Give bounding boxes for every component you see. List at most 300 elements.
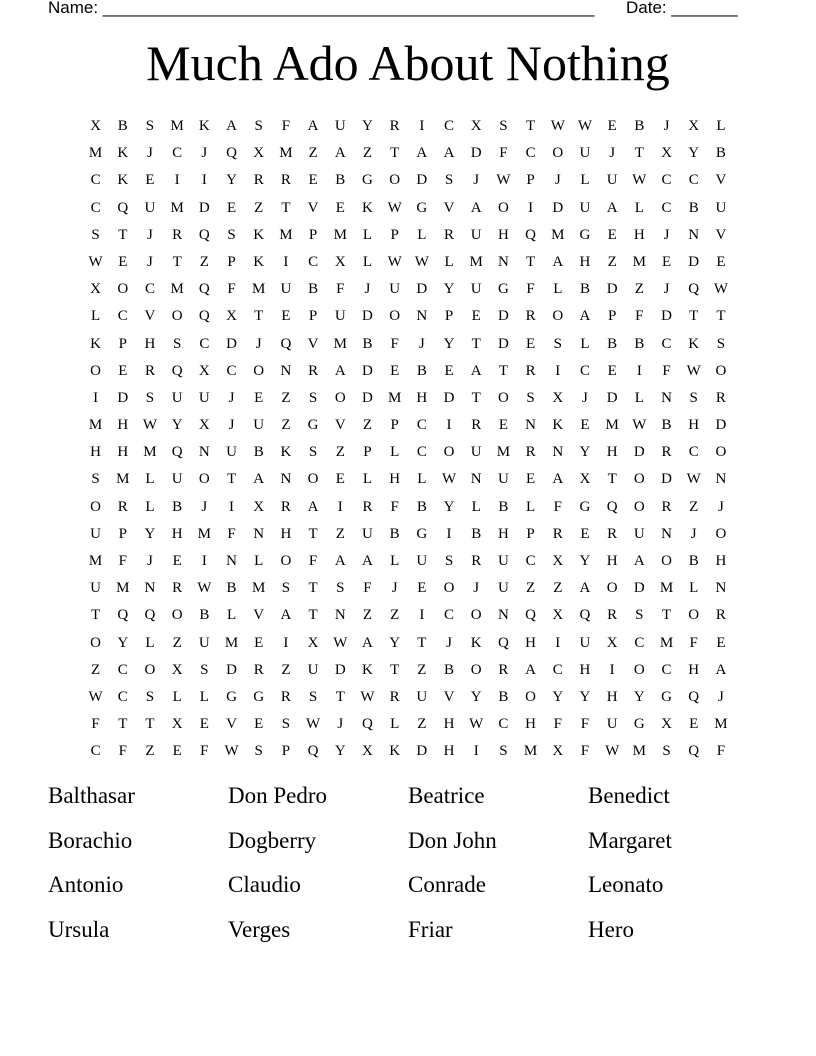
grid-letter[interactable]: O	[497, 199, 509, 216]
grid-letter[interactable]: T	[417, 634, 427, 651]
grid-letter[interactable]: I	[446, 417, 452, 434]
grid-letter[interactable]: C	[552, 661, 563, 678]
grid-letter[interactable]: A	[552, 253, 564, 270]
grid-letter[interactable]: J	[201, 145, 208, 162]
grid-letter[interactable]: H	[606, 688, 618, 705]
grid-letter[interactable]: C	[416, 417, 427, 434]
grid-letter[interactable]: L	[580, 172, 590, 189]
grid-letter[interactable]: S	[308, 688, 318, 705]
grid-letter[interactable]: Y	[633, 688, 645, 705]
grid-letter[interactable]: X	[253, 145, 265, 162]
grid-letter[interactable]: C	[117, 661, 128, 678]
grid-letter[interactable]: R	[280, 498, 291, 515]
grid-letter[interactable]: A	[280, 607, 292, 624]
grid-letter[interactable]: U	[416, 688, 428, 705]
grid-letter[interactable]: O	[307, 471, 319, 488]
grid-letter[interactable]: C	[90, 172, 101, 189]
grid-letter[interactable]: W	[686, 362, 701, 379]
grid-letter[interactable]: D	[362, 389, 373, 406]
grid-letter[interactable]: H	[525, 716, 537, 733]
grid-letter[interactable]: A	[334, 145, 346, 162]
grid-letter[interactable]: B	[688, 199, 699, 216]
grid-letter[interactable]: L	[417, 471, 427, 488]
grid-letter[interactable]: X	[552, 553, 564, 569]
grid-letter[interactable]: O	[443, 444, 455, 461]
grid-letter[interactable]: Z	[362, 417, 373, 434]
grid-letter[interactable]: W	[605, 743, 620, 760]
grid-letter[interactable]: V	[144, 308, 156, 325]
grid-letter[interactable]: B	[389, 525, 400, 542]
grid-letter[interactable]: C	[117, 308, 128, 325]
grid-letter[interactable]: A	[226, 118, 237, 134]
grid-letter[interactable]: L	[362, 253, 373, 270]
grid-letter[interactable]: Z	[335, 525, 345, 542]
grid-letter[interactable]: T	[471, 335, 481, 352]
grid-letter[interactable]: W	[142, 417, 158, 434]
grid-letter[interactable]: U	[307, 661, 319, 678]
grid-letter[interactable]: C	[525, 553, 536, 569]
grid-letter[interactable]: X	[198, 417, 210, 434]
grid-letter[interactable]: O	[633, 471, 645, 488]
grid-letter[interactable]: A	[470, 199, 482, 216]
grid-letter[interactable]: P	[444, 308, 454, 325]
grid-letter[interactable]: U	[171, 389, 183, 406]
grid-letter[interactable]: K	[198, 118, 210, 134]
grid-letter[interactable]: U	[280, 281, 292, 298]
grid-letter[interactable]: H	[579, 253, 591, 270]
grid-letter[interactable]: X	[334, 253, 346, 270]
grid-letter[interactable]: O	[90, 498, 102, 515]
grid-letter[interactable]: V	[443, 688, 455, 705]
grid-letter[interactable]: O	[171, 308, 183, 325]
grid-letter[interactable]: I	[283, 253, 289, 270]
grid-letter[interactable]: A	[525, 661, 537, 678]
grid-letter[interactable]: U	[579, 634, 591, 651]
grid-letter[interactable]: B	[117, 118, 128, 134]
grid-letter[interactable]: C	[661, 335, 672, 352]
grid-letter[interactable]: N	[280, 471, 292, 488]
grid-letter[interactable]: F	[553, 716, 562, 733]
grid-letter[interactable]: V	[307, 335, 319, 352]
grid-letter[interactable]: B	[688, 553, 699, 569]
grid-letter[interactable]: R	[444, 226, 455, 243]
grid-letter[interactable]: D	[226, 335, 237, 352]
grid-letter[interactable]: L	[634, 199, 644, 216]
grid-letter[interactable]: B	[308, 281, 319, 298]
grid-letter[interactable]: L	[634, 389, 644, 406]
grid-letter[interactable]: M	[333, 335, 347, 352]
grid-letter[interactable]: A	[715, 661, 727, 678]
grid-letter[interactable]: N	[715, 580, 727, 597]
grid-letter[interactable]: X	[90, 281, 102, 298]
grid-letter[interactable]: J	[201, 498, 208, 515]
grid-letter[interactable]: I	[473, 743, 479, 760]
grid-letter[interactable]: I	[174, 172, 180, 189]
grid-letter[interactable]: U	[497, 471, 509, 488]
grid-letter[interactable]: J	[391, 580, 398, 597]
grid-letter[interactable]: S	[716, 335, 726, 352]
grid-letter[interactable]: W	[88, 253, 103, 270]
grid-letter[interactable]: O	[334, 389, 346, 406]
grid-letter[interactable]: D	[362, 362, 373, 379]
grid-letter[interactable]: X	[688, 118, 700, 134]
grid-letter[interactable]: M	[333, 226, 347, 243]
grid-letter[interactable]: Z	[254, 199, 264, 216]
grid-letter[interactable]: R	[498, 661, 509, 678]
grid-letter[interactable]: R	[471, 553, 482, 569]
grid-letter[interactable]: W	[632, 417, 647, 434]
grid-letter[interactable]: C	[90, 199, 101, 216]
grid-letter[interactable]: T	[308, 580, 318, 597]
grid-letter[interactable]: X	[171, 716, 183, 733]
grid-letter[interactable]: L	[553, 281, 563, 298]
grid-letter[interactable]: L	[226, 607, 237, 624]
grid-letter[interactable]: H	[117, 444, 129, 461]
grid-letter[interactable]: D	[715, 417, 727, 434]
grid-letter[interactable]: M	[523, 743, 538, 760]
grid-letter[interactable]: B	[579, 281, 590, 298]
grid-letter[interactable]: F	[227, 281, 236, 298]
grid-letter[interactable]: H	[497, 226, 509, 243]
grid-letter[interactable]: J	[147, 253, 153, 270]
grid-letter[interactable]: W	[686, 471, 701, 488]
grid-letter[interactable]: V	[307, 199, 319, 216]
grid-letter[interactable]: H	[633, 226, 645, 243]
grid-letter[interactable]: V	[443, 199, 455, 216]
grid-letter[interactable]: Q	[362, 716, 373, 733]
grid-letter[interactable]: Y	[443, 498, 455, 515]
grid-letter[interactable]: F	[580, 743, 590, 760]
grid-letter[interactable]: W	[713, 281, 728, 298]
grid-letter[interactable]: U	[606, 716, 618, 733]
grid-letter[interactable]: I	[419, 118, 425, 134]
grid-letter[interactable]: S	[254, 118, 263, 134]
grid-letter[interactable]: U	[416, 553, 428, 569]
grid-letter[interactable]: B	[634, 335, 645, 352]
grid-letter[interactable]: D	[606, 389, 618, 406]
grid-letter[interactable]: W	[88, 688, 103, 705]
grid-letter[interactable]: E	[226, 199, 237, 216]
grid-letter[interactable]: Z	[335, 444, 345, 461]
grid-letter[interactable]: F	[499, 145, 508, 162]
grid-letter[interactable]: E	[580, 417, 590, 434]
grid-letter[interactable]: E	[254, 716, 264, 733]
grid-letter[interactable]: Z	[553, 580, 563, 597]
grid-letter[interactable]: N	[144, 580, 156, 597]
grid-letter[interactable]: E	[526, 471, 536, 488]
grid-letter[interactable]: Q	[688, 743, 700, 760]
grid-letter[interactable]: J	[228, 417, 235, 434]
grid-letter[interactable]: B	[634, 118, 645, 134]
grid-letter[interactable]: E	[308, 172, 318, 189]
grid-letter[interactable]: J	[418, 335, 425, 352]
grid-letter[interactable]: T	[390, 661, 400, 678]
grid-letter[interactable]: B	[498, 498, 509, 515]
grid-letter[interactable]: Y	[443, 281, 455, 298]
grid-letter[interactable]: Z	[308, 145, 318, 162]
grid-letter[interactable]: E	[172, 553, 182, 569]
grid-letter[interactable]: C	[444, 118, 455, 134]
grid-letter[interactable]: F	[390, 335, 399, 352]
grid-letter[interactable]: K	[90, 335, 102, 352]
grid-letter[interactable]: I	[283, 634, 289, 651]
grid-letter[interactable]: D	[606, 281, 618, 298]
grid-letter[interactable]: Z	[281, 661, 291, 678]
grid-letter[interactable]: I	[337, 498, 343, 515]
grid-letter[interactable]: L	[716, 118, 726, 134]
grid-letter[interactable]: R	[607, 607, 618, 624]
grid-letter[interactable]: H	[144, 335, 156, 352]
grid-letter[interactable]: K	[688, 335, 700, 352]
grid-letter[interactable]: X	[606, 634, 618, 651]
grid-letter[interactable]: J	[364, 281, 371, 298]
grid-letter[interactable]: R	[172, 580, 183, 597]
grid-letter[interactable]: F	[526, 281, 535, 298]
grid-letter[interactable]: D	[334, 661, 346, 678]
grid-letter[interactable]: G	[416, 525, 428, 542]
grid-letter[interactable]: S	[689, 389, 698, 406]
grid-letter[interactable]: U	[334, 308, 346, 325]
grid-letter[interactable]: Q	[117, 607, 129, 624]
grid-letter[interactable]: U	[470, 444, 482, 461]
grid-letter[interactable]: P	[308, 308, 318, 325]
grid-letter[interactable]: H	[389, 471, 401, 488]
grid-letter[interactable]: A	[334, 362, 346, 379]
grid-letter[interactable]: R	[715, 389, 726, 406]
grid-letter[interactable]: U	[362, 525, 373, 542]
grid-letter[interactable]: O	[470, 607, 482, 624]
grid-letter[interactable]: W	[632, 172, 647, 189]
grid-letter[interactable]: F	[336, 281, 345, 298]
grid-letter[interactable]: N	[497, 253, 509, 270]
grid-letter[interactable]: U	[226, 444, 237, 461]
grid-letter[interactable]: X	[552, 389, 564, 406]
grid-letter[interactable]: U	[470, 226, 482, 243]
grid-letter[interactable]: O	[117, 281, 129, 298]
grid-letter[interactable]: I	[201, 553, 207, 569]
grid-letter[interactable]: E	[716, 253, 726, 270]
grid-letter[interactable]: N	[688, 226, 700, 243]
grid-letter[interactable]: R	[144, 362, 155, 379]
grid-letter[interactable]: M	[88, 145, 103, 162]
grid-letter[interactable]: T	[526, 253, 536, 270]
grid-letter[interactable]: L	[444, 253, 454, 270]
grid-letter[interactable]: U	[579, 145, 591, 162]
grid-letter[interactable]: J	[663, 281, 670, 298]
grid-letter[interactable]: M	[496, 444, 511, 461]
grid-letter[interactable]: G	[416, 199, 428, 216]
grid-letter[interactable]: O	[715, 525, 727, 542]
grid-letter[interactable]: S	[444, 172, 454, 189]
grid-letter[interactable]: Y	[579, 444, 591, 461]
grid-letter[interactable]: P	[526, 172, 535, 189]
grid-letter[interactable]: O	[470, 661, 482, 678]
grid-letter[interactable]: F	[689, 634, 698, 651]
grid-letter[interactable]: M	[659, 634, 674, 651]
grid-letter[interactable]: B	[335, 172, 346, 189]
grid-letter[interactable]: D	[416, 172, 428, 189]
grid-letter[interactable]: G	[226, 688, 237, 705]
grid-letter[interactable]: F	[200, 743, 209, 760]
grid-letter[interactable]: O	[443, 580, 455, 597]
grid-letter[interactable]: V	[253, 607, 265, 624]
grid-letter[interactable]: S	[281, 716, 291, 733]
grid-letter[interactable]: M	[632, 743, 647, 760]
grid-letter[interactable]: L	[526, 498, 536, 515]
grid-letter[interactable]: M	[469, 253, 483, 270]
grid-letter[interactable]: G	[579, 498, 591, 515]
grid-letter[interactable]: M	[143, 444, 157, 461]
grid-letter[interactable]: M	[116, 580, 130, 597]
grid-letter[interactable]: U	[715, 199, 727, 216]
grid-letter[interactable]: R	[471, 417, 482, 434]
grid-letter[interactable]: E	[118, 253, 128, 270]
grid-letter[interactable]: V	[334, 417, 346, 434]
grid-letter[interactable]: S	[444, 553, 454, 569]
grid-letter[interactable]: T	[254, 308, 264, 325]
grid-letter[interactable]: F	[308, 553, 318, 569]
grid-letter[interactable]: T	[308, 525, 318, 542]
grid-letter[interactable]: D	[633, 580, 645, 597]
grid-letter[interactable]: S	[200, 661, 209, 678]
grid-letter[interactable]: I	[555, 634, 561, 651]
grid-letter[interactable]: X	[661, 716, 672, 733]
grid-letter[interactable]: N	[334, 607, 346, 624]
grid-letter[interactable]: Y	[117, 634, 129, 651]
grid-letter[interactable]: B	[199, 607, 210, 624]
grid-letter[interactable]: F	[553, 498, 562, 515]
grid-letter[interactable]: Q	[198, 308, 210, 325]
grid-letter[interactable]: D	[117, 389, 129, 406]
grid-letter[interactable]: Z	[281, 389, 291, 406]
grid-letter[interactable]: B	[498, 688, 509, 705]
grid-letter[interactable]: J	[147, 226, 153, 243]
grid-letter[interactable]: L	[145, 498, 155, 515]
grid-letter[interactable]: B	[362, 335, 373, 352]
grid-letter[interactable]: M	[279, 226, 293, 243]
grid-letter[interactable]: Q	[280, 335, 292, 352]
grid-letter[interactable]: E	[254, 634, 264, 651]
grid-letter[interactable]: X	[198, 362, 210, 379]
grid-letter[interactable]: J	[717, 498, 724, 515]
grid-letter[interactable]: S	[635, 607, 644, 624]
grid-letter[interactable]: O	[389, 308, 401, 325]
grid-letter[interactable]: Q	[497, 634, 509, 651]
grid-letter[interactable]: S	[227, 226, 236, 243]
grid-letter[interactable]: T	[281, 199, 291, 216]
grid-letter[interactable]: J	[582, 389, 588, 406]
grid-letter[interactable]: L	[172, 688, 182, 705]
grid-letter[interactable]: U	[90, 580, 102, 597]
grid-letter[interactable]: H	[579, 661, 591, 678]
grid-letter[interactable]: H	[280, 525, 292, 542]
grid-letter[interactable]: H	[606, 553, 618, 569]
grid-letter[interactable]: O	[90, 634, 102, 651]
grid-letter[interactable]: R	[525, 308, 536, 325]
grid-letter[interactable]: N	[280, 362, 292, 379]
grid-letter[interactable]: X	[226, 308, 237, 325]
grid-letter[interactable]: J	[446, 634, 452, 651]
grid-letter[interactable]: H	[606, 444, 618, 461]
grid-letter[interactable]: A	[470, 362, 482, 379]
grid-letter[interactable]: H	[525, 634, 537, 651]
grid-letter[interactable]: K	[253, 226, 265, 243]
grid-letter[interactable]: D	[226, 661, 237, 678]
grid-letter[interactable]: O	[661, 553, 672, 569]
grid-letter[interactable]: R	[362, 498, 373, 515]
grid-letter[interactable]: W	[306, 716, 321, 733]
grid-letter[interactable]: F	[227, 525, 236, 542]
grid-letter[interactable]: E	[580, 525, 590, 542]
grid-letter[interactable]: E	[118, 362, 128, 379]
grid-letter[interactable]: G	[307, 417, 319, 434]
grid-letter[interactable]: Q	[226, 145, 237, 162]
grid-letter[interactable]: H	[443, 716, 455, 733]
grid-letter[interactable]: A	[416, 145, 428, 162]
grid-letter[interactable]: Z	[417, 661, 427, 678]
grid-letter[interactable]: V	[226, 716, 237, 733]
grid-letter[interactable]: T	[498, 362, 508, 379]
grid-letter[interactable]: M	[170, 199, 184, 216]
grid-letter[interactable]: Z	[281, 417, 291, 434]
grid-letter[interactable]: Q	[171, 362, 183, 379]
grid-letter[interactable]: J	[255, 335, 262, 352]
grid-letter[interactable]: C	[117, 688, 128, 705]
grid-letter[interactable]: W	[469, 716, 484, 733]
grid-letter[interactable]: M	[197, 525, 212, 542]
grid-letter[interactable]: X	[171, 661, 183, 678]
grid-letter[interactable]: I	[93, 389, 99, 406]
grid-letter[interactable]: E	[254, 389, 264, 406]
grid-letter[interactable]: E	[607, 118, 617, 134]
grid-letter[interactable]: Y	[470, 688, 482, 705]
grid-letter[interactable]: U	[579, 199, 591, 216]
grid-letter[interactable]: T	[607, 471, 617, 488]
grid-letter[interactable]: E	[526, 335, 536, 352]
grid-letter[interactable]: G	[661, 688, 672, 705]
grid-letter[interactable]: N	[226, 553, 237, 569]
grid-letter[interactable]: P	[607, 308, 617, 325]
grid-letter[interactable]: R	[280, 172, 291, 189]
grid-letter[interactable]: C	[634, 634, 645, 651]
grid-letter[interactable]: E	[689, 716, 699, 733]
grid-letter[interactable]: A	[579, 308, 591, 325]
grid-letter[interactable]: N	[497, 607, 509, 624]
grid-letter[interactable]: U	[389, 281, 401, 298]
grid-letter[interactable]: D	[443, 389, 455, 406]
grid-letter[interactable]: A	[307, 498, 319, 515]
grid-letter[interactable]: A	[362, 634, 373, 651]
grid-letter[interactable]: F	[281, 118, 291, 134]
grid-letter[interactable]: S	[553, 335, 562, 352]
grid-letter[interactable]: Q	[117, 199, 129, 216]
grid-letter[interactable]: W	[197, 580, 212, 597]
grid-letter[interactable]: W	[333, 634, 348, 651]
grid-letter[interactable]: Z	[362, 607, 373, 624]
grid-letter[interactable]: Z	[607, 253, 617, 270]
grid-letter[interactable]: Y	[171, 417, 183, 434]
grid-letter[interactable]: Y	[552, 688, 564, 705]
grid-letter[interactable]: S	[91, 471, 100, 488]
grid-letter[interactable]: Y	[579, 688, 591, 705]
grid-letter[interactable]: Z	[390, 607, 400, 624]
grid-letter[interactable]: Z	[362, 145, 373, 162]
grid-letter[interactable]: N	[525, 417, 537, 434]
grid-letter[interactable]: O	[144, 661, 156, 678]
grid-letter[interactable]: B	[607, 335, 618, 352]
grid-letter[interactable]: J	[609, 145, 616, 162]
grid-letter[interactable]: T	[172, 253, 182, 270]
